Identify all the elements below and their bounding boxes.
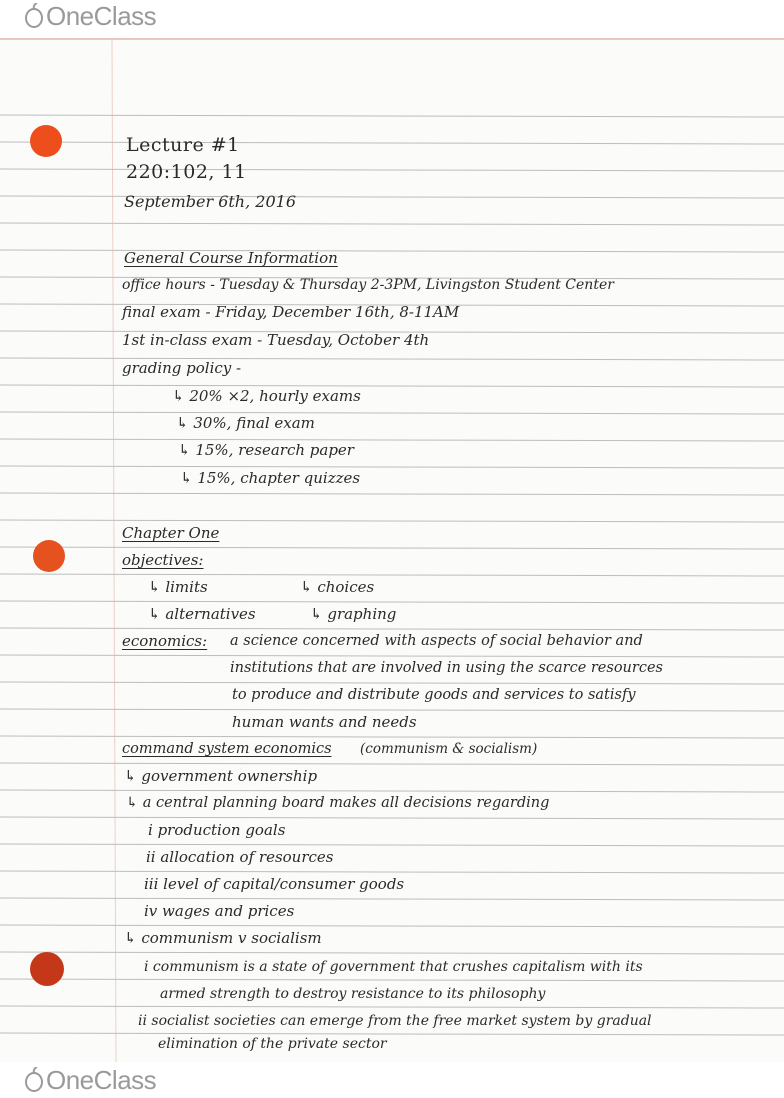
objective-item: ↳ choices: [300, 578, 375, 596]
decision-item: iii level of capital/consumer goods: [144, 875, 405, 893]
point-i-line: i communism is a state of government that crushes capitalism with its: [144, 959, 643, 975]
office-hours: office hours - Tuesday & Thursday 2-3PM, Livingston Student Center: [122, 277, 614, 293]
point-i-line: armed strength to destroy resistance to its philosophy: [160, 986, 546, 1002]
objective-item: ↳ alternatives: [148, 605, 256, 623]
economics-definition-line: to produce and distribute goods and services to satisfy: [232, 687, 636, 703]
objective-item: ↳ limits: [148, 578, 208, 596]
grading-item: ↳ 15%, chapter quizzes: [180, 469, 361, 487]
grading-item: ↳ 15%, research paper: [178, 441, 354, 459]
economics-definition-line: a science concerned with aspects of social behavior and: [230, 633, 643, 649]
point-ii-line: elimination of the private sector: [158, 1036, 387, 1052]
grading-item: ↳ 20% ×2, hourly exams: [172, 387, 361, 405]
objectives-label: objectives:: [122, 551, 204, 569]
decision-item: i production goals: [148, 821, 286, 839]
course-number: 220:102, 11: [126, 161, 247, 183]
economics-definition-line: institutions that are involved in using the scarce resources: [230, 660, 663, 676]
objective-item: ↳ graphing: [310, 605, 397, 623]
economics-definition-line: human wants and needs: [232, 713, 417, 731]
oneclass-leaf-icon: [24, 3, 44, 29]
brand-logo-top: [24, 0, 156, 34]
central-planning-board: ↳ a central planning board makes all decisions regarding: [126, 795, 550, 811]
grading-item: ↳ 30%, final exam: [176, 414, 315, 432]
grading-policy-label: grading policy -: [122, 359, 242, 377]
decision-item: ii allocation of resources: [146, 848, 334, 866]
first-exam: 1st in-class exam - Tuesday, October 4th: [122, 331, 430, 349]
economics-term: economics:: [122, 632, 208, 650]
binder-hole-middle: [33, 540, 65, 572]
general-info-heading: General Course Information: [124, 249, 338, 267]
command-system-heading: command system economics: [122, 741, 332, 757]
point-ii-line: ii socialist societies can emerge from the free market system by gradual: [138, 1013, 652, 1029]
brand-name: OneClass: [46, 0, 157, 31]
command-system-paren: (communism & socialism): [360, 741, 538, 757]
binder-hole-top: [30, 125, 62, 157]
government-ownership: ↳ government ownership: [124, 767, 318, 785]
notebook-page: [0, 38, 784, 1062]
final-exam: final exam - Friday, December 16th, 8-11AM: [122, 303, 460, 321]
decision-item: iv wages and prices: [144, 902, 295, 920]
ruled-lines: [0, 40, 784, 1062]
lecture-date: September 6th, 2016: [124, 192, 296, 211]
lecture-title: Lecture #1: [126, 134, 240, 156]
communism-vs-socialism: ↳ communism v socialism: [124, 929, 322, 947]
brand-name: OneClass: [46, 1064, 157, 1095]
oneclass-leaf-icon: [24, 1067, 44, 1093]
binder-hole-bottom: [30, 952, 64, 986]
chapter-heading: Chapter One: [122, 524, 220, 542]
